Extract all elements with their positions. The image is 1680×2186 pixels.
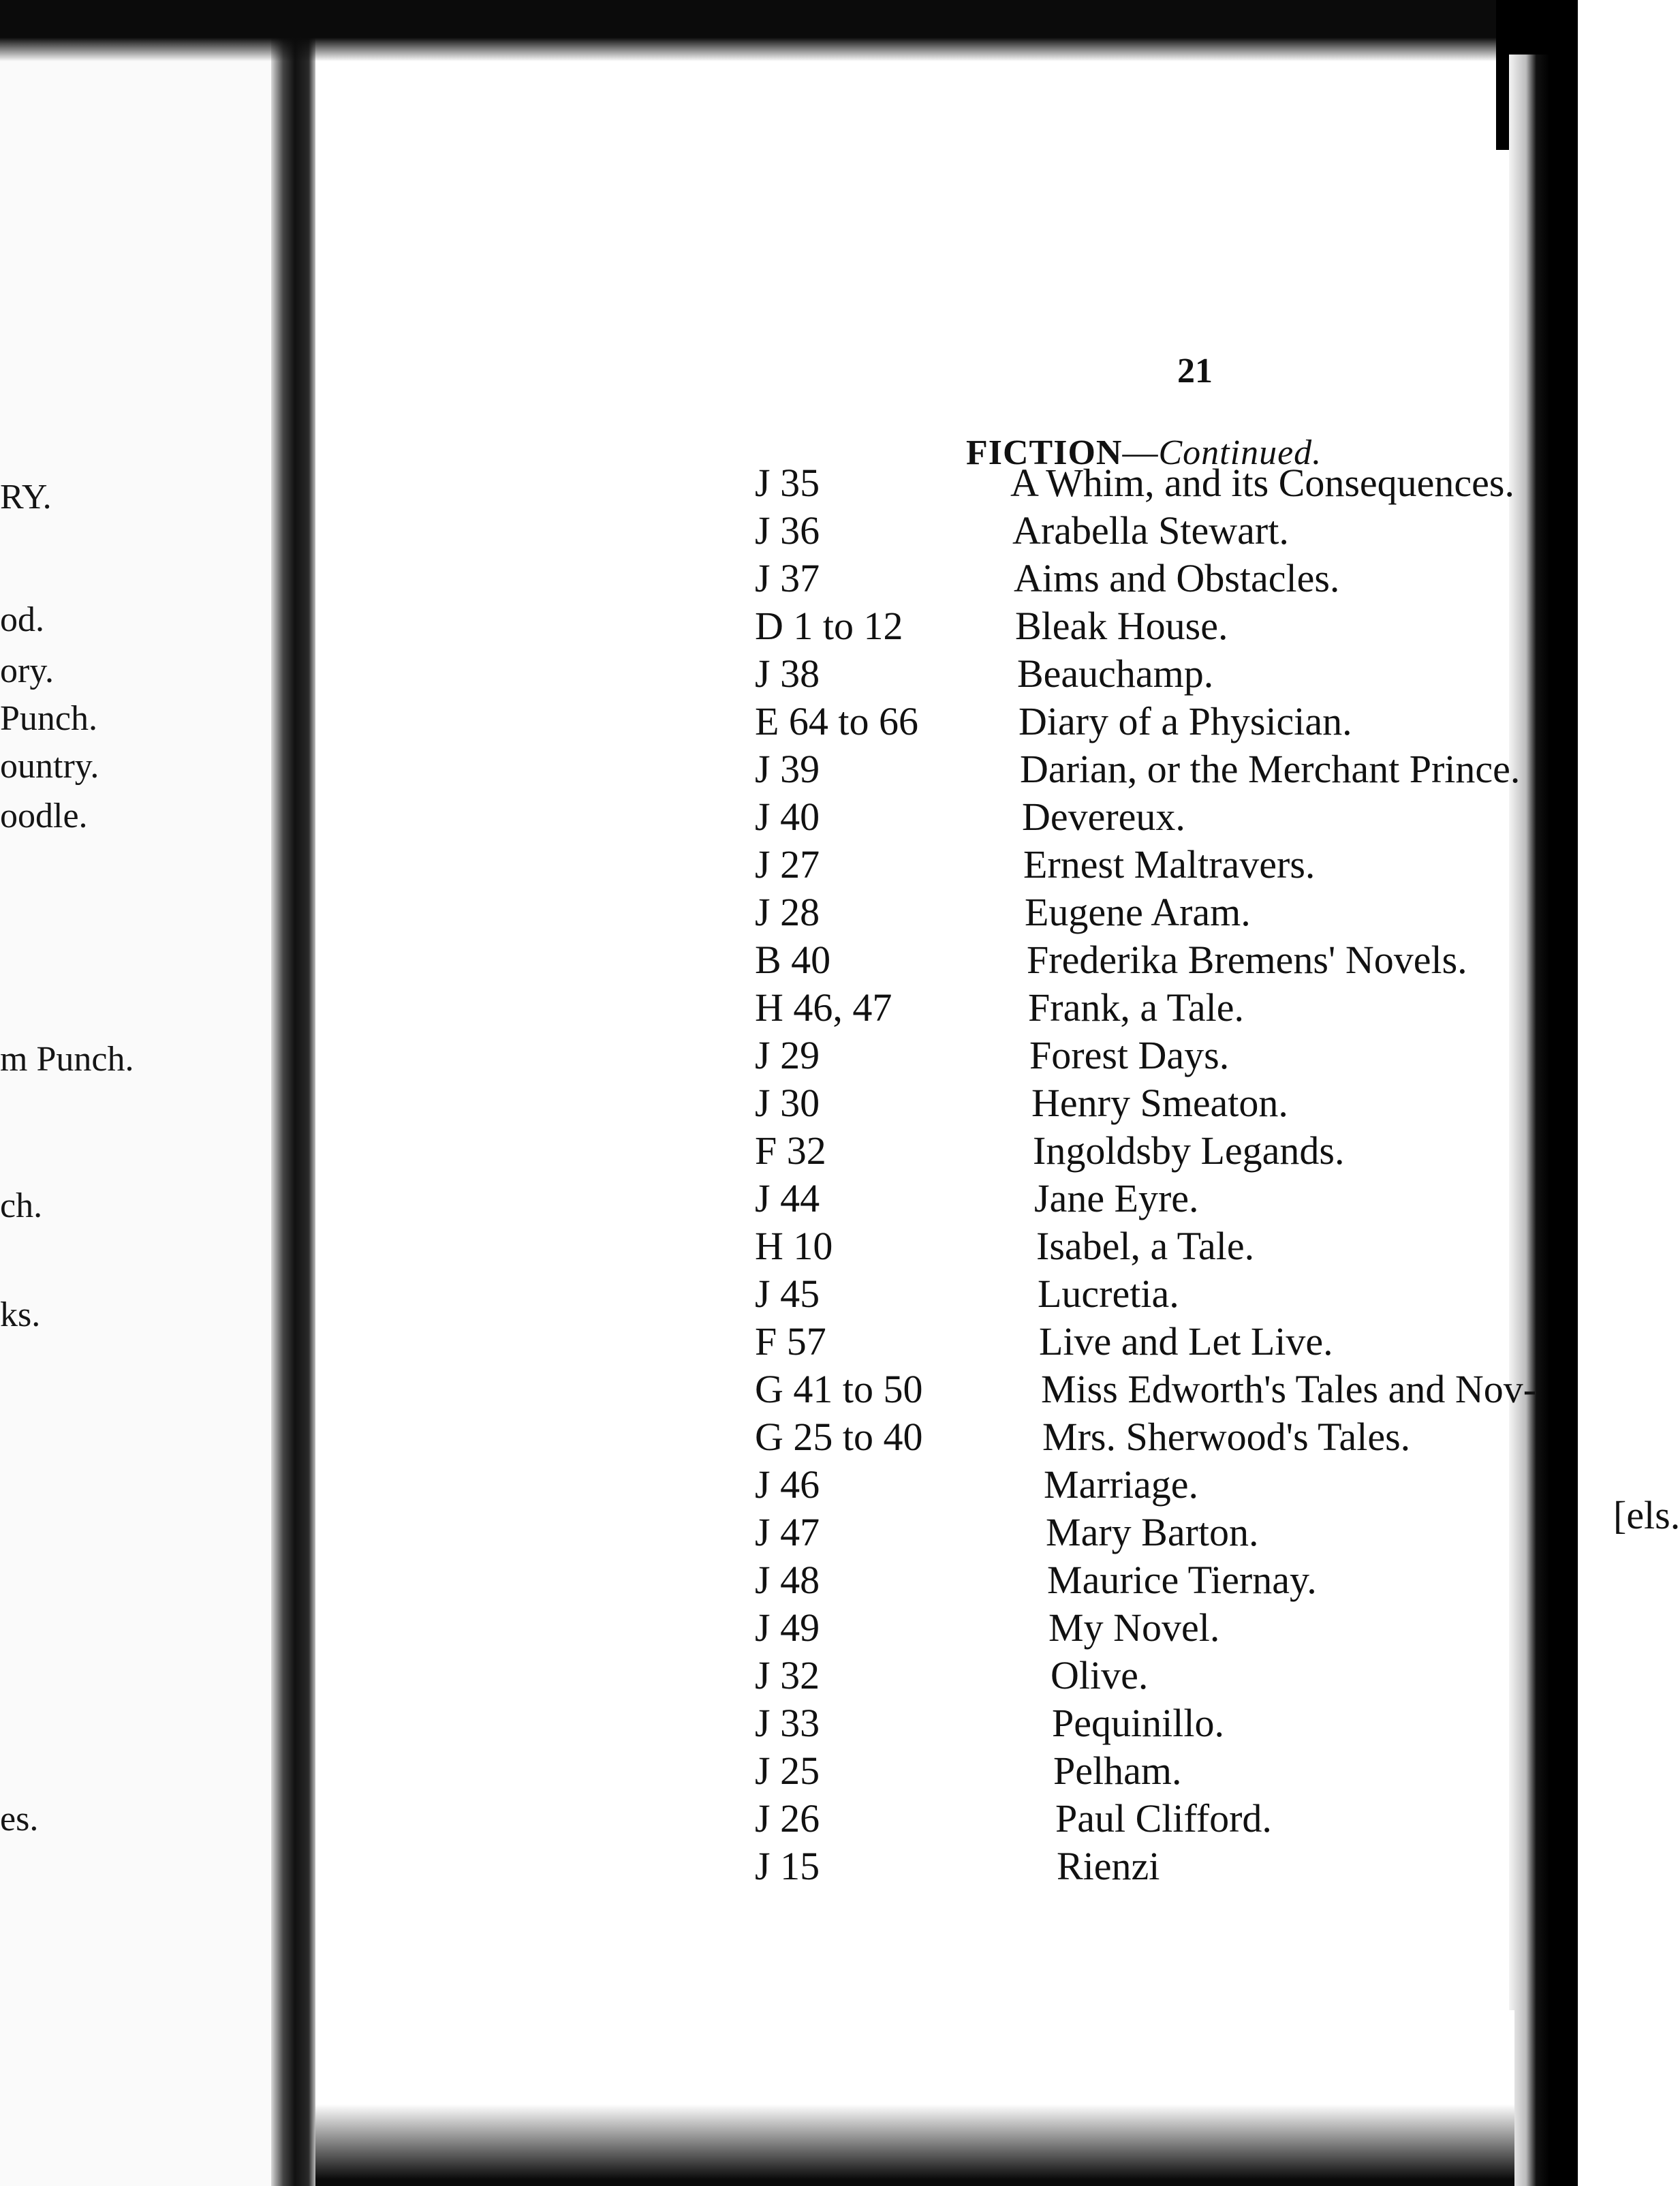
book-title: Paul Clifford.: [1055, 1796, 1272, 1841]
catalog-entry: [315, 1462, 1509, 1511]
shelf-mark: J 44: [755, 1176, 820, 1220]
catalog-entry: [315, 842, 1509, 891]
heading-title: FICTION: [966, 433, 1123, 472]
book-title: Isabel, a Tale.: [1036, 1224, 1255, 1268]
catalog-entry: [315, 1652, 1509, 1702]
book-title: Maurice Tiernay.: [1047, 1558, 1317, 1602]
book-title: Devereux.: [1022, 795, 1185, 839]
catalog-entry: [315, 985, 1509, 1034]
book-title: Diary of a Physician.: [1018, 699, 1352, 743]
shelf-mark: J 38: [755, 651, 820, 696]
book-title: Beauchamp.: [1017, 651, 1214, 696]
catalog-entry: [315, 1557, 1509, 1606]
book-title: Henry Smeaton.: [1031, 1081, 1288, 1125]
catalog-entry: [315, 1748, 1509, 1797]
catalog-entry: [315, 1700, 1509, 1749]
book-title: Rienzi: [1057, 1844, 1160, 1888]
book-title: Pequinillo.: [1052, 1701, 1224, 1745]
shelf-mark: G 25 to 40: [755, 1415, 923, 1459]
catalog-entry: [315, 460, 1514, 509]
catalog-entry: [315, 1796, 1509, 1845]
facing-page-fragment: oodle.: [0, 797, 88, 835]
facing-page-fragment: ory.: [0, 651, 54, 690]
book-title: Mary Barton.: [1046, 1510, 1259, 1554]
book-title: Mrs. Sherwood's Tales.: [1042, 1415, 1411, 1459]
heading-dash: —: [1122, 433, 1159, 472]
catalog-entry: [315, 651, 1509, 700]
catalog-entry: [315, 746, 1521, 795]
book-title: My Novel.: [1048, 1605, 1220, 1650]
facing-page-fragment: ks.: [0, 1295, 41, 1334]
catalog-entry: [315, 1843, 1509, 1892]
shelf-mark: J 39: [755, 747, 820, 791]
book-title: A Whim, and its Consequences.: [1010, 461, 1514, 505]
book-title: Jane Eyre.: [1034, 1176, 1199, 1220]
page-number: 21: [1177, 352, 1213, 390]
book-title: Live and Let Live.: [1039, 1319, 1333, 1364]
catalog-entry: [315, 698, 1509, 748]
book-title: Frank, a Tale.: [1028, 985, 1244, 1030]
shelf-mark: D 1 to 12: [755, 604, 903, 648]
facing-page-fragment: RY.: [0, 478, 52, 517]
shelf-mark: F 32: [755, 1128, 826, 1173]
book-title: Marriage.: [1044, 1462, 1199, 1507]
shelf-mark: J 29: [755, 1033, 820, 1077]
catalog-entry: [315, 937, 1509, 986]
catalog-entry: [315, 1032, 1509, 1081]
catalog-entry: [315, 1605, 1509, 1654]
shelf-mark: J 36: [755, 508, 820, 553]
shelf-mark: J 33: [755, 1701, 820, 1745]
book-title: Eugene Aram.: [1025, 890, 1251, 934]
facing-page-fragment: m Punch.: [0, 1040, 134, 1079]
shelf-mark: H 10: [755, 1224, 833, 1268]
book-title: Aims and Obstacles.: [1014, 556, 1340, 600]
shelf-mark: J 48: [755, 1558, 820, 1602]
catalog-entry: [315, 1414, 1509, 1463]
shelf-mark: J 26: [755, 1796, 820, 1841]
facing-page-fragment: ountry.: [0, 747, 99, 786]
continued-word-fragment: [els.: [1613, 1493, 1680, 1537]
facing-page-fragment: Punch.: [0, 699, 97, 738]
facing-page-fragment: es.: [0, 1800, 39, 1838]
book-title: Miss Edworth's Tales and Nov-: [1041, 1367, 1537, 1411]
shelf-mark: H 46, 47: [755, 985, 892, 1030]
catalog-entry: [315, 1271, 1509, 1320]
shelf-mark: J 27: [755, 842, 820, 887]
catalog-entry: [315, 508, 1509, 557]
book-title: Ernest Maltravers.: [1023, 842, 1316, 887]
catalog-entry: [315, 1366, 1537, 1415]
shelf-mark: B 40: [755, 938, 831, 982]
shelf-mark: J 35: [755, 461, 820, 505]
book-title: Ingoldsby Legands.: [1033, 1128, 1345, 1173]
shelf-mark: J 32: [755, 1653, 820, 1697]
catalog-entry: [315, 1223, 1509, 1272]
shelf-mark: J 37: [755, 556, 820, 600]
shelf-mark: J 45: [755, 1272, 820, 1316]
book-title: Darian, or the Merchant Prince.: [1020, 747, 1521, 791]
catalog-entry: [315, 794, 1509, 843]
shelf-mark: F 57: [755, 1319, 826, 1364]
shelf-mark: J 47: [755, 1510, 820, 1554]
catalog-entry: [315, 1128, 1509, 1177]
catalog-entry: [315, 1175, 1509, 1225]
catalog-entry: [315, 889, 1509, 938]
shelf-mark: E 64 to 66: [755, 699, 919, 743]
book-title: Pelham.: [1053, 1749, 1182, 1793]
page-edge-shadow: [1509, 55, 1578, 2186]
shelf-mark: J 30: [755, 1081, 820, 1125]
facing-page: [0, 0, 273, 2186]
book-title: Lucretia.: [1038, 1272, 1179, 1316]
catalog-entry: [315, 1509, 1509, 1558]
top-shadow: [0, 0, 1578, 61]
heading-subtitle: Continued.: [1158, 433, 1322, 472]
book-title: Forest Days.: [1029, 1033, 1230, 1077]
catalog-entry: [315, 1080, 1509, 1129]
shelf-mark: J 40: [755, 795, 820, 839]
book-title: Bleak House.: [1015, 604, 1228, 648]
book-title: Olive.: [1051, 1653, 1149, 1697]
shelf-mark: J 28: [755, 890, 820, 934]
facing-page-fragment: ch.: [0, 1186, 43, 1225]
shelf-mark: J 25: [755, 1749, 820, 1793]
shelf-mark: J 49: [755, 1605, 820, 1650]
facing-page-fragment: od.: [0, 600, 44, 639]
catalog-entry: [315, 603, 1509, 652]
book-title: Arabella Stewart.: [1012, 508, 1289, 553]
book-spine: [271, 0, 315, 2186]
shelf-mark: G 41 to 50: [755, 1367, 923, 1411]
shelf-mark: J 46: [755, 1462, 820, 1507]
catalog-page: [315, 61, 1680, 2037]
catalog-entry: [315, 555, 1509, 604]
catalog-entry: [315, 1319, 1509, 1368]
book-title: Frederika Bremens' Novels.: [1027, 938, 1467, 982]
shelf-mark: J 15: [755, 1844, 820, 1888]
